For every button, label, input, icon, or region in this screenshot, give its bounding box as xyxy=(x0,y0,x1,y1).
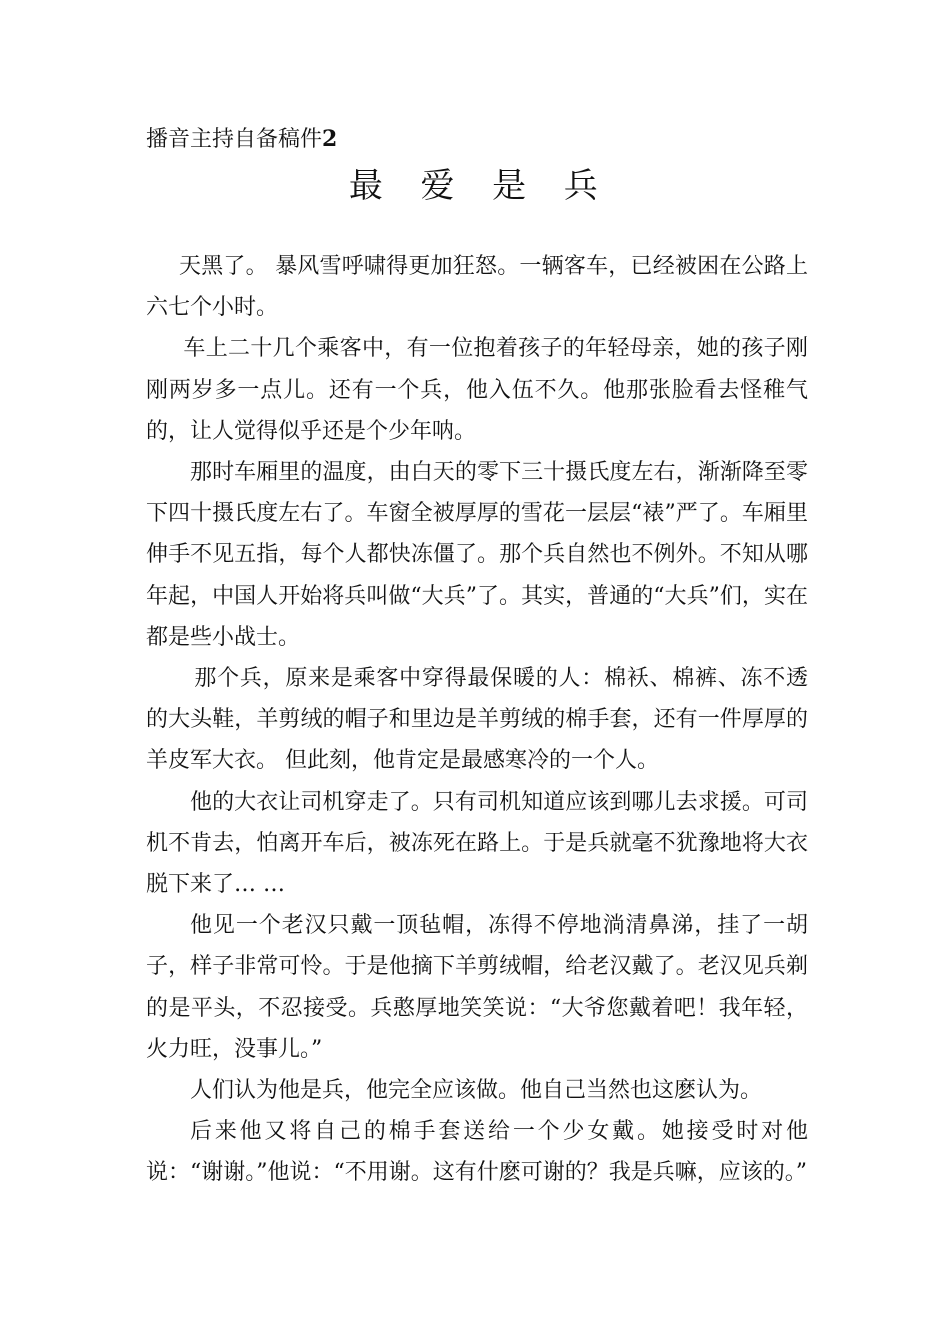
paragraph: 天黑了。 暴风雪呼啸得更加狂怒。一辆客车，已经被困在公路上六七个小时。 xyxy=(146,254,808,321)
paragraph: 车上二十几个乘客中，有一位抱着孩子的年轻母亲，她的孩子刚刚两岁多一点儿。还有一个兵，他入伍不久。他那张脸看去怪稚气的，让人觉得似乎还是个少年呐。 xyxy=(146,336,808,444)
paragraph: 那个兵，原来是乘客中穿得最保暖的人：棉袄、棉裤、冻不透的大头鞋，羊剪绒的帽子和里边是羊剪绒的棉手套，还有一件厚厚的羊皮军大衣。 但此刻，他肯定是最感寒冷的一个人。 xyxy=(146,666,808,774)
paragraph: 他见一个老汉只戴一顶毡帽，冻得不停地淌清鼻涕，挂了一胡子，样子非常可怜。于是他摘下羊剪绒帽，给老汉戴了。老汉见兵剃的是平头，不忍接受。兵憨厚地笑笑说：“大爷您戴着吧！我年轻，火力旺，没事儿。” xyxy=(146,913,808,1062)
title-char: 爱 xyxy=(420,166,458,206)
title-char: 是 xyxy=(492,166,530,206)
paragraph: 人们认为他是兵，他完全应该做。他自己当然也这麽认为。 xyxy=(190,1078,763,1104)
header-label-text: 播音主持自备稿件 xyxy=(146,127,323,152)
title-char: 最 xyxy=(348,166,387,206)
header-label-number: 2 xyxy=(322,126,338,152)
paragraph: 他的大衣让司机穿走了。只有司机知道应该到哪儿去求援。可司机不肯去，怕离开车后，被冻死在路上。于是兵就毫不犹豫地将大衣脱下来了… … xyxy=(146,789,808,898)
paragraph: 那时车厢里的温度，由白天的零下三十摄氏度左右，渐渐降至零下四十摄氏度左右了。车窗全被厚厚的雪花一层层“裱”严了。车厢里伸手不见五指，每个人都快冻僵了。那个兵自然也不例外。不知从哪年起，中国人开始将兵叫做“大兵”了。其实，普通的“大兵”们，实在都是些小战士。 xyxy=(146,460,808,650)
document-title xyxy=(0,164,950,208)
paragraph: 后来他又将自己的棉手套送给一个少女戴。她接受时对他说：“谢谢。”他说：“不用谢。这有什麽可谢的？我是兵嘛，应该的。” xyxy=(146,1119,808,1186)
title-char: 兵 xyxy=(563,166,602,206)
document-body xyxy=(146,246,808,1194)
header-label xyxy=(146,124,337,155)
